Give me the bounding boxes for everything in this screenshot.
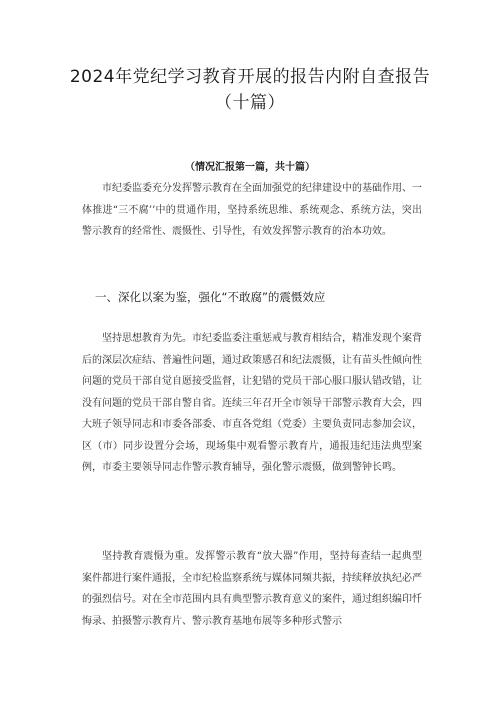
paragraph-thought-education: 坚持思想教育为先。市纪委监委注重惩戒与教育相结合，精准发现个案背后的深层次症结、普遍性问题，通过政策感召和纪法震慑，让有苗头性倾向性问题的党员干部自觉自愿接受监督，让犯错的党员干部心服口服认错改错，让没有问题的党员干部自警自省。连续三年召开全市领导干部警示教育大会，四大班子领导同志和市委各部委、市直各党组（党委）主要负责同志参加会议，区（市）同步设置分会场，现场集中观看警示教育片，通报违纪违法典型案例，市委主要领导同志作警示教育辅导，强化警示震慑，做到警钟长鸣。 [82,333,422,473]
document-title: 2024年党纪学习教育开展的报告内附自查报告（十篇） [69,67,431,113]
paragraph-intro: 市纪委监委充分发挥警示教育在全面加强党的纪律建设中的基础作用、一体推进“三不腐’’中的贯通作用，坚持系统思维、系统观念、系统方法，突出警示教育的经常性、震慑性、引导性，有效发挥警示教育的治本功效。 [82,183,422,237]
section-heading: 一、深化以案为鉴，强化“不敢腐”的震慑效应 [95,290,326,304]
document-subtitle: （情况汇报第一篇，共十篇） [185,162,315,173]
paragraph-deterrence: 坚持教育震慑为重。发挥警示教育“放大器”作用，坚持每查结一起典型案件都进行案件通报，全市纪检监察系统与媒体同频共振，持续释放执纪必严的强烈信号。对在全市范围内具有典型警示教育意义的案件，通过组织编印忏悔录、拍摄警示教育片、警示教育基地布展等多种形式警示 [82,551,422,627]
